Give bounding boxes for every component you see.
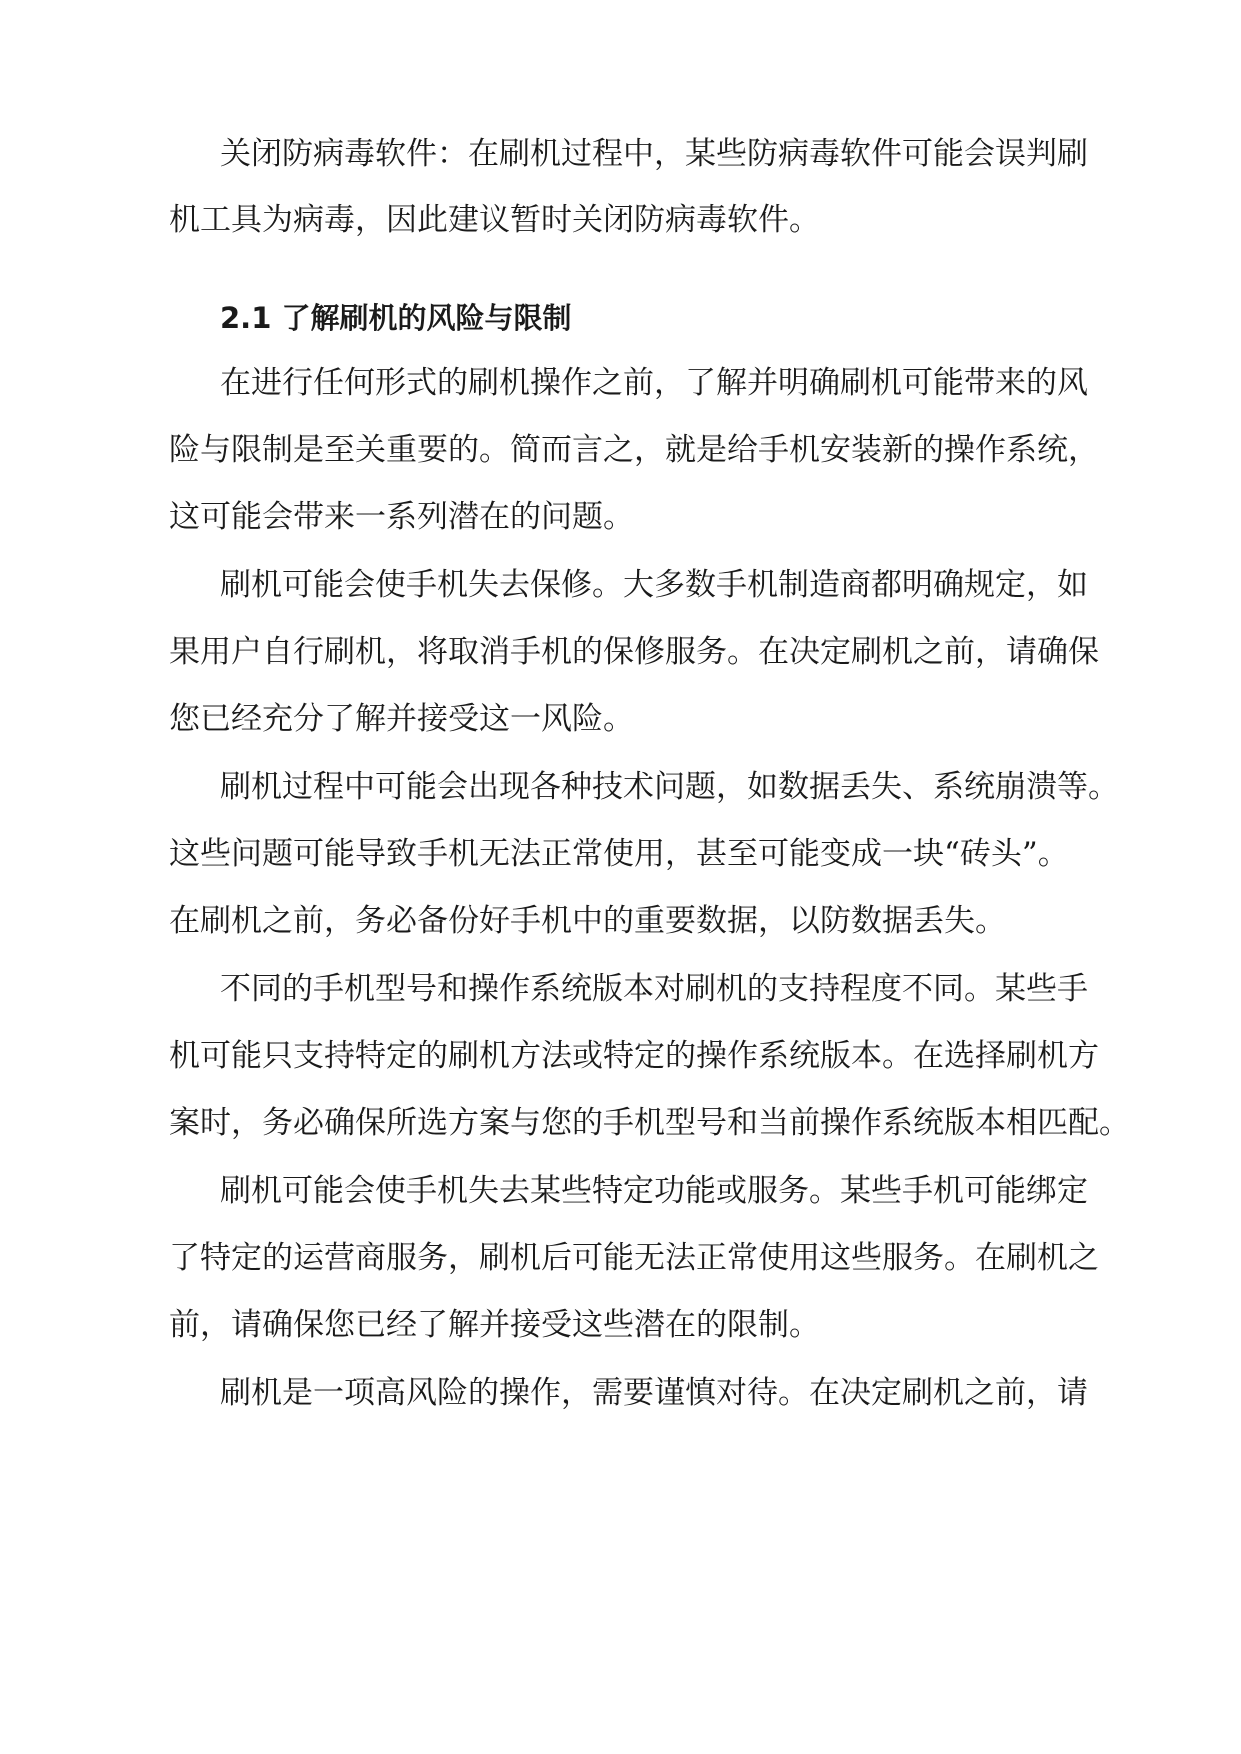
paragraph-3-line-2: [0, 627, 1241, 677]
paragraph-text: 险与限制是至关重要的。简而言之，就是给手机安装新的操作系统，: [169, 432, 1099, 468]
paragraph-4-line-1: [0, 762, 1241, 812]
paragraph-text: 机可能只支持特定的刷机方法或特定的操作系统版本。在选择刷机方: [169, 1038, 1099, 1074]
paragraph-2-line-2: [0, 425, 1241, 475]
paragraph-text: 不同的手机型号和操作系统版本对刷机的支持程度不同。某些手: [220, 971, 1088, 1007]
paragraph-4-line-3: [0, 896, 1241, 946]
paragraph-text: 刷机是一项高风险的操作，需要谨慎对待。在决定刷机之前，请: [220, 1375, 1088, 1411]
paragraph-6-line-2: [0, 1233, 1241, 1283]
paragraph-2-line-3: [0, 492, 1241, 542]
paragraph-text: 果用户自行刷机，将取消手机的保修服务。在决定刷机之前，请确保: [169, 634, 1099, 670]
paragraph-text: 在刷机之前，务必备份好手机中的重要数据，以防数据丢失。: [169, 903, 1006, 939]
paragraph-7-line-1: [0, 1368, 1241, 1418]
paragraph-4-line-2: [0, 829, 1241, 879]
paragraph-text: 案时，务必确保所选方案与您的手机型号和当前操作系统版本相匹配。: [169, 1105, 1130, 1141]
paragraph-5-line-1: [0, 964, 1241, 1014]
paragraph-text: 在进行任何形式的刷机操作之前，了解并明确刷机可能带来的风: [220, 365, 1088, 401]
paragraph-text: 了特定的运营商服务，刷机后可能无法正常使用这些服务。在刷机之: [169, 1240, 1099, 1276]
paragraph-3-line-1: [0, 560, 1241, 610]
paragraph-1-line-2: [0, 195, 1241, 245]
section-heading-text: 2.1 了解刷机的风险与限制: [220, 301, 572, 335]
section-heading: [0, 293, 1241, 343]
paragraph-text: 刷机可能会使手机失去保修。大多数手机制造商都明确规定，如: [220, 567, 1088, 603]
paragraph-6-line-1: [0, 1166, 1241, 1216]
paragraph-text: 刷机可能会使手机失去某些特定功能或服务。某些手机可能绑定: [220, 1173, 1088, 1209]
paragraph-3-line-3: [0, 694, 1241, 744]
paragraph-text: 这些问题可能导致手机无法正常使用，甚至可能变成一块“砖头”。: [169, 836, 1069, 872]
paragraph-1-line-1: [0, 129, 1241, 179]
paragraph-5-line-3: [0, 1098, 1241, 1148]
paragraph-text: 这可能会带来一系列潜在的问题。: [169, 499, 634, 535]
paragraph-text: 您已经充分了解并接受这一风险。: [169, 701, 634, 737]
paragraph-text: 机工具为病毒，因此建议暂时关闭防病毒软件。: [169, 202, 820, 238]
paragraph-text: 前，请确保您已经了解并接受这些潜在的限制。: [169, 1307, 820, 1343]
paragraph-6-line-3: [0, 1300, 1241, 1350]
paragraph-text: 关闭防病毒软件：在刷机过程中，某些防病毒软件可能会误判刷: [220, 136, 1088, 172]
paragraph-text: 刷机过程中可能会出现各种技术问题，如数据丢失、系统崩溃等。: [220, 769, 1119, 805]
paragraph-5-line-2: [0, 1031, 1241, 1081]
paragraph-2-line-1: [0, 358, 1241, 408]
